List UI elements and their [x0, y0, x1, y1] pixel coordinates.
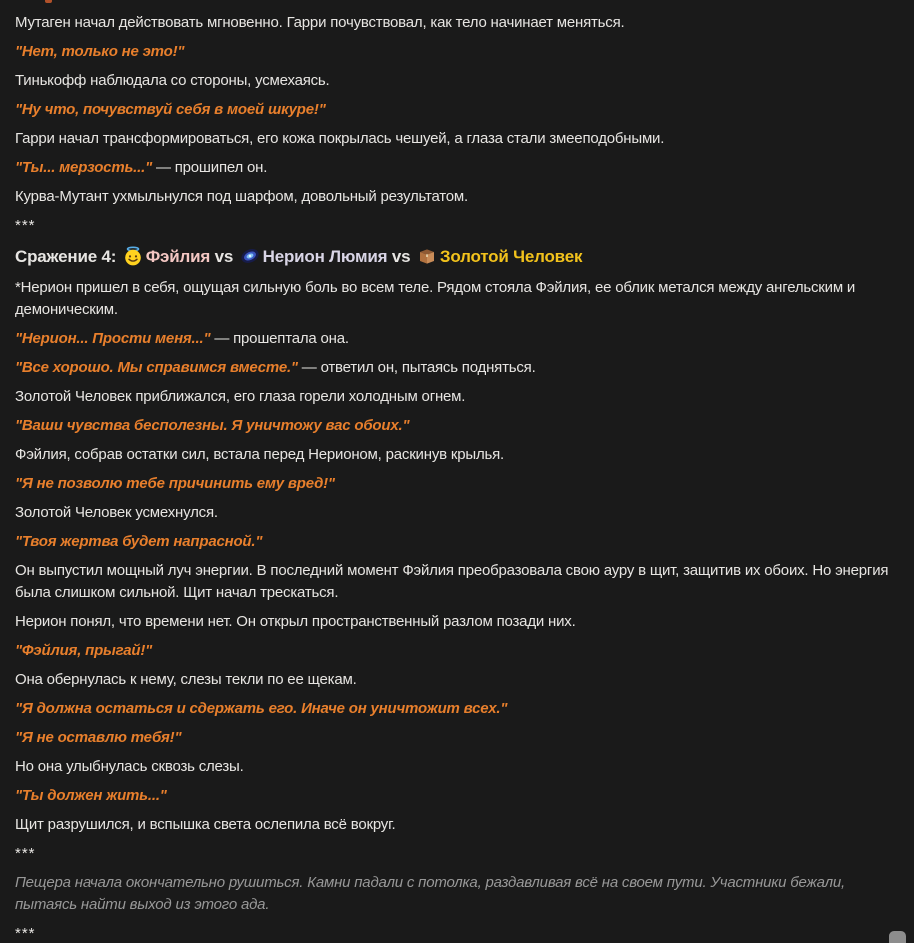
- dialogue-line: [15, 41, 896, 63]
- narration-paragraph: Золотой Человек приближался, его глаза горели холодным огнем.: [15, 388, 466, 405]
- dialogue-quote: "Ты... мерзость...": [15, 159, 152, 176]
- vs-label: vs: [210, 247, 238, 266]
- battle-heading-label: Сражение 4:: [15, 247, 121, 266]
- narration-italic-paragraph: Пещера начала окончательно рушиться. Камни падали с потолка, раздавливая всё на своем пути. Участники бежали, пытаясь найти выход из этого ада.: [15, 874, 845, 913]
- dialogue-line: [15, 157, 896, 179]
- narration-paragraph: Фэйлия, собрав остатки сил, встала перед Нерионом, раскинув крылья.: [15, 446, 504, 463]
- dialogue-line: [15, 698, 896, 720]
- clipped-text-fragment: [45, 0, 52, 3]
- narration-paragraph: Щит разрушился, и вспышка света ослепила всё вокруг.: [15, 816, 396, 833]
- narration-paragraph: Но она улыбнулась сквозь слезы.: [15, 758, 244, 775]
- dialogue-line: [15, 727, 896, 749]
- package-emoji: [417, 246, 437, 266]
- dialogue-line: [15, 415, 896, 437]
- section-separator: ***: [15, 925, 36, 942]
- dialogue-quote: "Я должна остаться и сдержать его. Иначе он уничтожит всех.": [15, 700, 508, 717]
- dialogue-attribution: — прошипел он.: [151, 159, 268, 176]
- dialogue-quote: "Ну что, почувствуй себя в моей шкуре!": [15, 101, 326, 118]
- narration-paragraph: Тинькофф наблюдала со стороны, усмехаясь.: [15, 72, 330, 89]
- dialogue-quote: "Нерион... Прости меня...": [15, 330, 211, 347]
- dialogue-quote: "Нет, только не это!": [15, 43, 185, 60]
- narration-paragraph: Мутаген начал действовать мгновенно. Гарри почувствовал, как тело начинает меняться.: [15, 14, 625, 31]
- section-separator: ***: [15, 217, 36, 234]
- character-name-golden: Золотой Человек: [439, 247, 583, 266]
- character-name-feylia: Фэйлия: [145, 247, 211, 266]
- vs-label: vs: [387, 247, 415, 266]
- narration-paragraph: Нерион понял, что времени нет. Он открыл пространственный разлом позади них.: [15, 613, 576, 630]
- dialogue-quote: "Все хорошо. Мы справимся вместе.": [15, 359, 298, 376]
- dialogue-line: [15, 640, 896, 662]
- dialogue-line: [15, 357, 896, 379]
- dialogue-attribution: — ответил он, пытаясь подняться.: [297, 359, 536, 376]
- dialogue-quote: "Твоя жертва будет напрасной.": [15, 533, 263, 550]
- dialogue-line: [15, 328, 896, 350]
- dialogue-quote: "Я не позволю тебе причинить ему вред!": [15, 475, 335, 492]
- dialogue-quote: "Я не оставлю тебя!": [15, 729, 182, 746]
- narration-paragraph: Он выпустил мощный луч энергии. В последний момент Фэйлия преобразовала свою ауру в щит, защитив их обоих. Но энергия была слишком сильной. Щит начал трескаться.: [15, 562, 889, 601]
- dialogue-line: [15, 473, 896, 495]
- scroll-corner-button[interactable]: [889, 931, 906, 943]
- dialogue-line: [15, 531, 896, 553]
- dialogue-attribution: — прошептала она.: [210, 330, 349, 347]
- dialogue-quote: "Ваши чувства бесполезны. Я уничтожу вас обоих.": [15, 417, 410, 434]
- character-name-nerion: Нерион Люмия: [262, 247, 388, 266]
- halo-face-emoji: [123, 246, 143, 266]
- narration-paragraph: Курва-Мутант ухмыльнулся под шарфом, довольный результатом.: [15, 188, 468, 205]
- dialogue-line: [15, 99, 896, 121]
- narration-paragraph: *Нерион пришел в себя, ощущая сильную боль во всем теле. Рядом стояла Фэйлия, ее облик метался между ангельским и демоническим.: [15, 279, 856, 318]
- dialogue-quote: "Ты должен жить...": [15, 787, 167, 804]
- narration-paragraph: Золотой Человек усмехнулся.: [15, 504, 218, 521]
- battle-heading: [15, 244, 896, 270]
- narration-paragraph: Она обернулась к нему, слезы текли по ее щекам.: [15, 671, 357, 688]
- section-separator: ***: [15, 845, 36, 862]
- dialogue-line: [15, 785, 896, 807]
- narration-paragraph: Гарри начал трансформироваться, его кожа покрылась чешуей, а глаза стали змееподобными.: [15, 130, 665, 147]
- galaxy-emoji: [240, 246, 260, 266]
- dialogue-quote: "Фэйлия, прыгай!": [15, 642, 153, 659]
